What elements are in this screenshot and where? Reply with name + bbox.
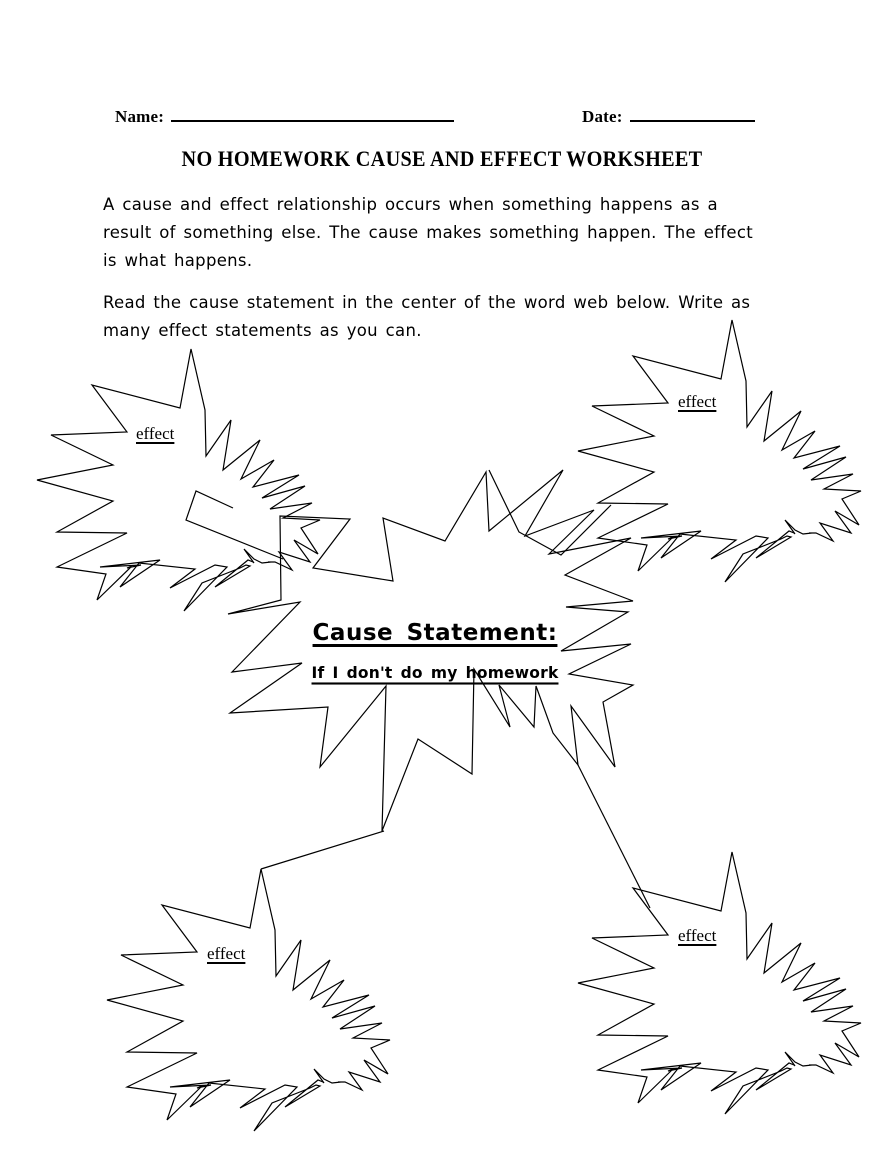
name-input-blank[interactable] [171,107,454,122]
page-title: NO HOMEWORK CAUSE AND EFFECT WORKSHEET [181,146,703,171]
cause-statement-heading: Cause Statement: [312,620,558,646]
connector-center-to-top-left [186,491,283,559]
effect-burst-bottom-right [578,852,861,1114]
date-field-group [582,107,755,127]
effect-burst-bottom-left [107,869,390,1131]
effect-burst-top-left [37,349,320,611]
cause-statement-text: If I don't do my homework [311,663,559,683]
effect-burst-top-right [578,320,861,582]
connector-center-to-bottom-right [578,765,650,908]
name-label: Name: [115,107,165,126]
effect-label-top-left: effect [136,424,175,443]
date-input-blank[interactable] [630,107,755,122]
connector-center-to-top-right [489,470,611,555]
name-date-row [0,107,884,135]
date-label: Date: [582,107,623,126]
name-field-group [115,107,454,127]
effect-label-bottom-left: effect [207,944,246,963]
connector-center-to-bottom-left [261,831,384,869]
intro-paragraph-1: A cause and effect relationship occurs when something happens as a result of something else. The cause makes something happen. The effect is what happens. [103,195,753,270]
effect-label-top-right: effect [678,392,717,411]
effect-label-bottom-right: effect [678,926,717,945]
intro-paragraph-2: Read the cause statement in the center of the word web below. Write as many effect statements as you can. [103,293,751,340]
cause-center-text-group [225,620,645,682]
